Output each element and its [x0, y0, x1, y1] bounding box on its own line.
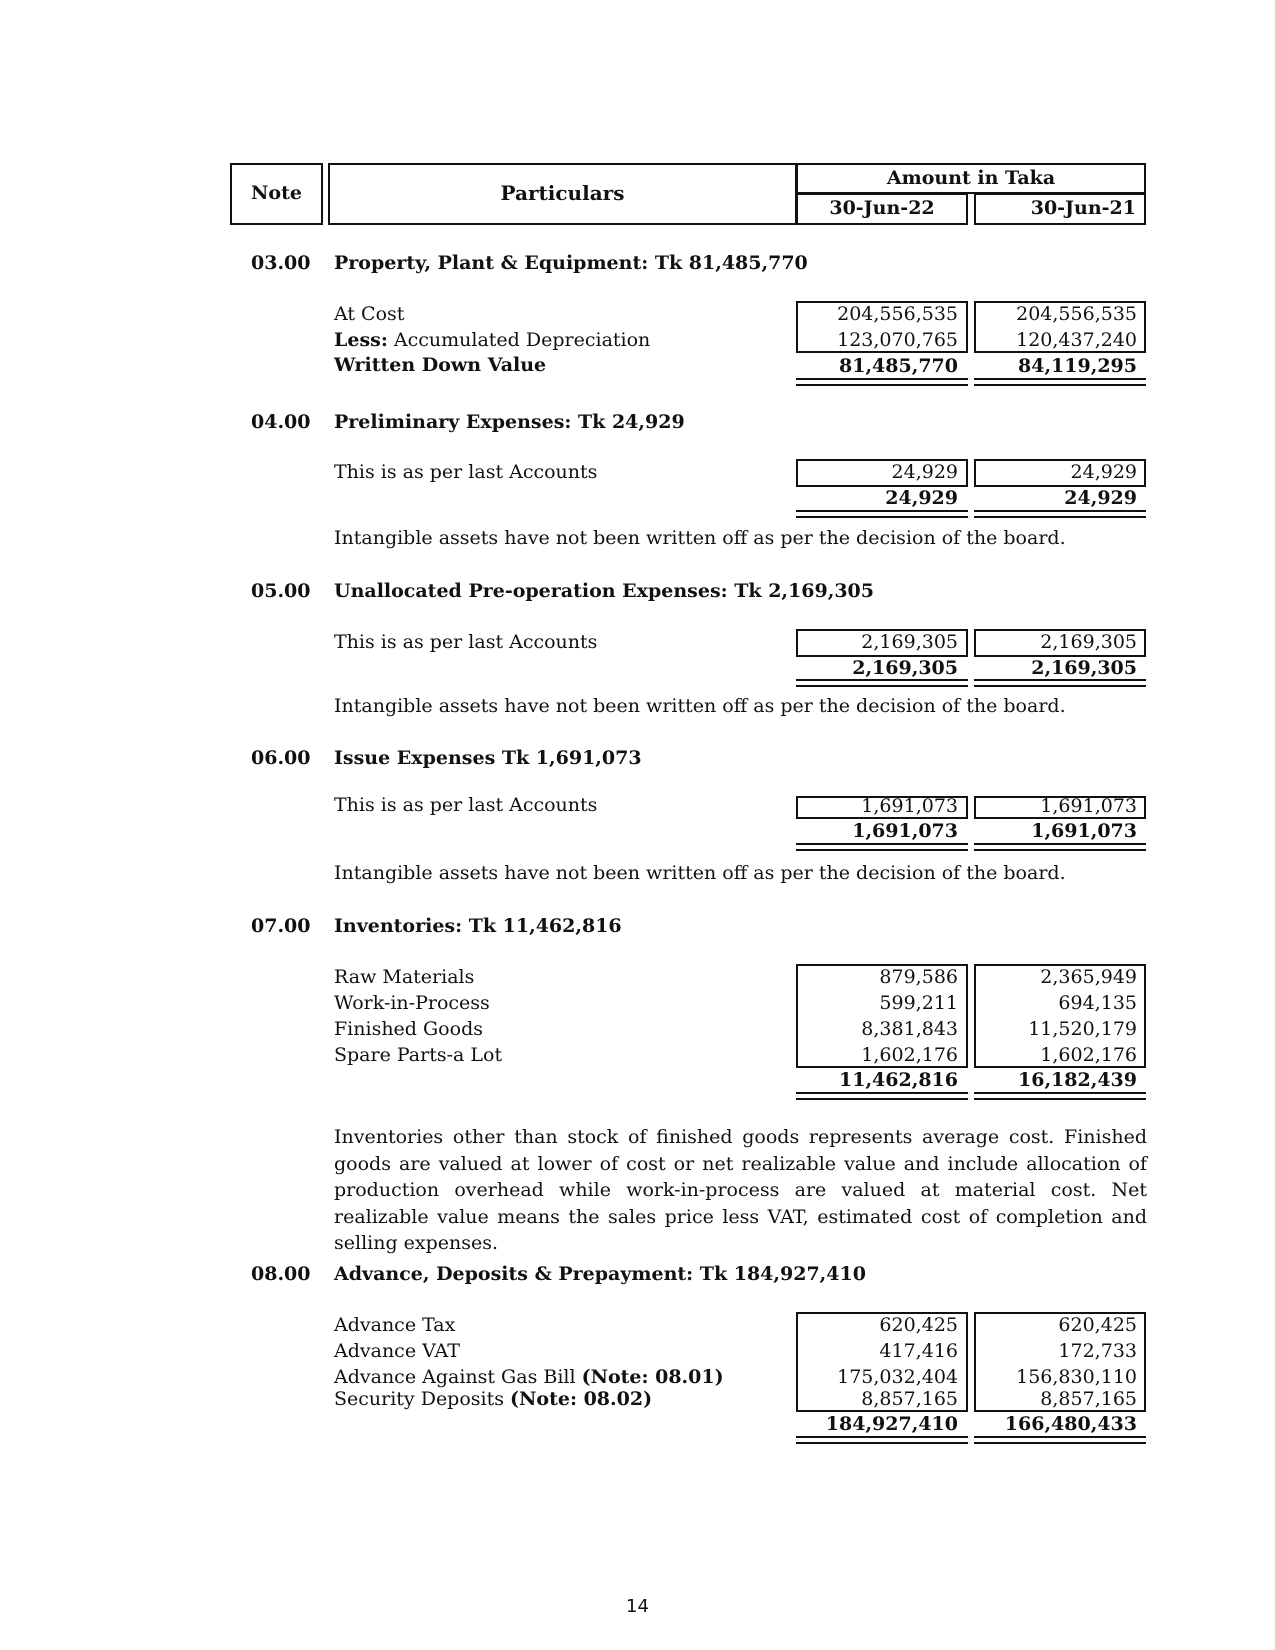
amount-value: 2,365,949	[1040, 966, 1137, 988]
amount-value: 620,425	[1058, 1314, 1137, 1336]
amount-value: 204,556,535	[837, 303, 958, 325]
section-title: Unallocated Pre-operation Expenses: Tk 2,169,305	[334, 580, 874, 602]
amount-value: 417,416	[879, 1340, 958, 1362]
note-number: 04.00	[251, 411, 311, 433]
amount-value: 175,032,404	[837, 1366, 958, 1388]
header-col2: 30-Jun-21	[1030, 197, 1136, 219]
row-label: This is as per last Accounts	[334, 794, 598, 816]
header-particulars: Particulars	[500, 181, 625, 205]
row-label: Raw Materials	[334, 966, 475, 988]
inventory-policy-paragraph: Inventories other than stock of finished goods represents average cost. Finished goods are valued at lower of cost or net realizable value and include allocation of production overhead while work-in-process are valued at material cost. Net realizable value means the sales price less VAT, estimated cost of completion and selling expenses.	[334, 1126, 1147, 1254]
section-title: Inventories: Tk 11,462,816	[334, 915, 622, 937]
header-amount: Amount in Taka	[886, 167, 1056, 189]
note-number: 03.00	[251, 252, 311, 274]
amount-value: 8,381,843	[861, 1018, 958, 1040]
amount-value: 879,586	[879, 966, 958, 988]
double-underline	[974, 378, 1146, 386]
double-underline	[796, 510, 968, 518]
amount-value: 24,929	[1070, 461, 1137, 483]
total-value: 2,169,305	[852, 657, 958, 679]
header-col1: 30-Jun-22	[829, 197, 935, 219]
total-value: 11,462,816	[839, 1069, 958, 1091]
double-underline	[974, 843, 1146, 851]
total-value: 84,119,295	[1018, 355, 1137, 377]
row-label: This is as per last Accounts	[334, 631, 598, 653]
amount-value: 8,857,165	[1040, 1388, 1137, 1410]
amount-value: 599,211	[879, 992, 958, 1014]
double-underline	[974, 1092, 1146, 1100]
page-number: 14	[626, 1596, 649, 1617]
row-label: Advance Against Gas Bill (Note: 08.01)	[334, 1366, 724, 1388]
amount-value: 8,857,165	[861, 1388, 958, 1410]
total-value: 166,480,433	[1004, 1413, 1137, 1435]
total-value: 16,182,439	[1018, 1069, 1137, 1091]
row-label: Finished Goods	[334, 1018, 483, 1040]
double-underline	[974, 510, 1146, 518]
total-value: 2,169,305	[1031, 657, 1137, 679]
section-note: Intangible assets have not been written off as per the decision of the board.	[334, 862, 1066, 884]
amount-value: 11,520,179	[1028, 1018, 1137, 1040]
section-title: Advance, Deposits & Prepayment: Tk 184,927,410	[334, 1263, 866, 1285]
amount-value: 1,602,176	[1040, 1044, 1137, 1066]
total-label: Written Down Value	[334, 354, 547, 376]
section-note: Intangible assets have not been written off as per the decision of the board.	[334, 527, 1066, 549]
row-label: Work-in-Process	[334, 992, 490, 1014]
note-number: 07.00	[251, 915, 311, 937]
double-underline	[796, 378, 968, 386]
amount-value: 620,425	[879, 1314, 958, 1336]
section-title: Issue Expenses Tk 1,691,073	[334, 747, 642, 769]
double-underline	[974, 679, 1146, 687]
total-value: 1,691,073	[1031, 820, 1137, 842]
amount-value: 204,556,535	[1016, 303, 1137, 325]
section-title: Property, Plant & Equipment: Tk 81,485,770	[334, 252, 808, 274]
double-underline	[796, 1436, 968, 1444]
amount-value: 123,070,765	[837, 329, 958, 351]
total-value: 184,927,410	[825, 1413, 958, 1435]
amount-value: 694,135	[1058, 992, 1137, 1014]
row-label: Security Deposits (Note: 08.02)	[334, 1388, 653, 1410]
section-title: Preliminary Expenses: Tk 24,929	[334, 411, 685, 433]
row-label: This is as per last Accounts	[334, 461, 598, 483]
row-label: Less: Accumulated Depreciation	[334, 329, 651, 351]
note-number: 08.00	[251, 1263, 311, 1285]
amount-value: 120,437,240	[1016, 329, 1137, 351]
row-label: Advance Tax	[334, 1314, 456, 1336]
double-underline	[796, 843, 968, 851]
row-label: Advance VAT	[334, 1340, 460, 1362]
header-note: Note	[251, 182, 302, 204]
note-number: 05.00	[251, 580, 311, 602]
note-number: 06.00	[251, 747, 311, 769]
amount-value: 1,691,073	[861, 795, 958, 817]
amount-value: 172,733	[1058, 1340, 1137, 1362]
amount-value: 2,169,305	[861, 631, 958, 653]
amount-value: 1,691,073	[1040, 795, 1137, 817]
row-label: At Cost	[334, 303, 405, 325]
row-label: Spare Parts-a Lot	[334, 1044, 503, 1066]
total-value: 1,691,073	[852, 820, 958, 842]
double-underline	[974, 1436, 1146, 1444]
total-value: 81,485,770	[839, 355, 958, 377]
double-underline	[796, 1092, 968, 1100]
double-underline	[796, 679, 968, 687]
total-value: 24,929	[1064, 487, 1137, 509]
amount-value: 24,929	[891, 461, 958, 483]
amount-value: 2,169,305	[1040, 631, 1137, 653]
amount-value: 1,602,176	[861, 1044, 958, 1066]
total-value: 24,929	[885, 487, 958, 509]
amount-value: 156,830,110	[1016, 1366, 1137, 1388]
section-note: Intangible assets have not been written off as per the decision of the board.	[334, 695, 1066, 717]
